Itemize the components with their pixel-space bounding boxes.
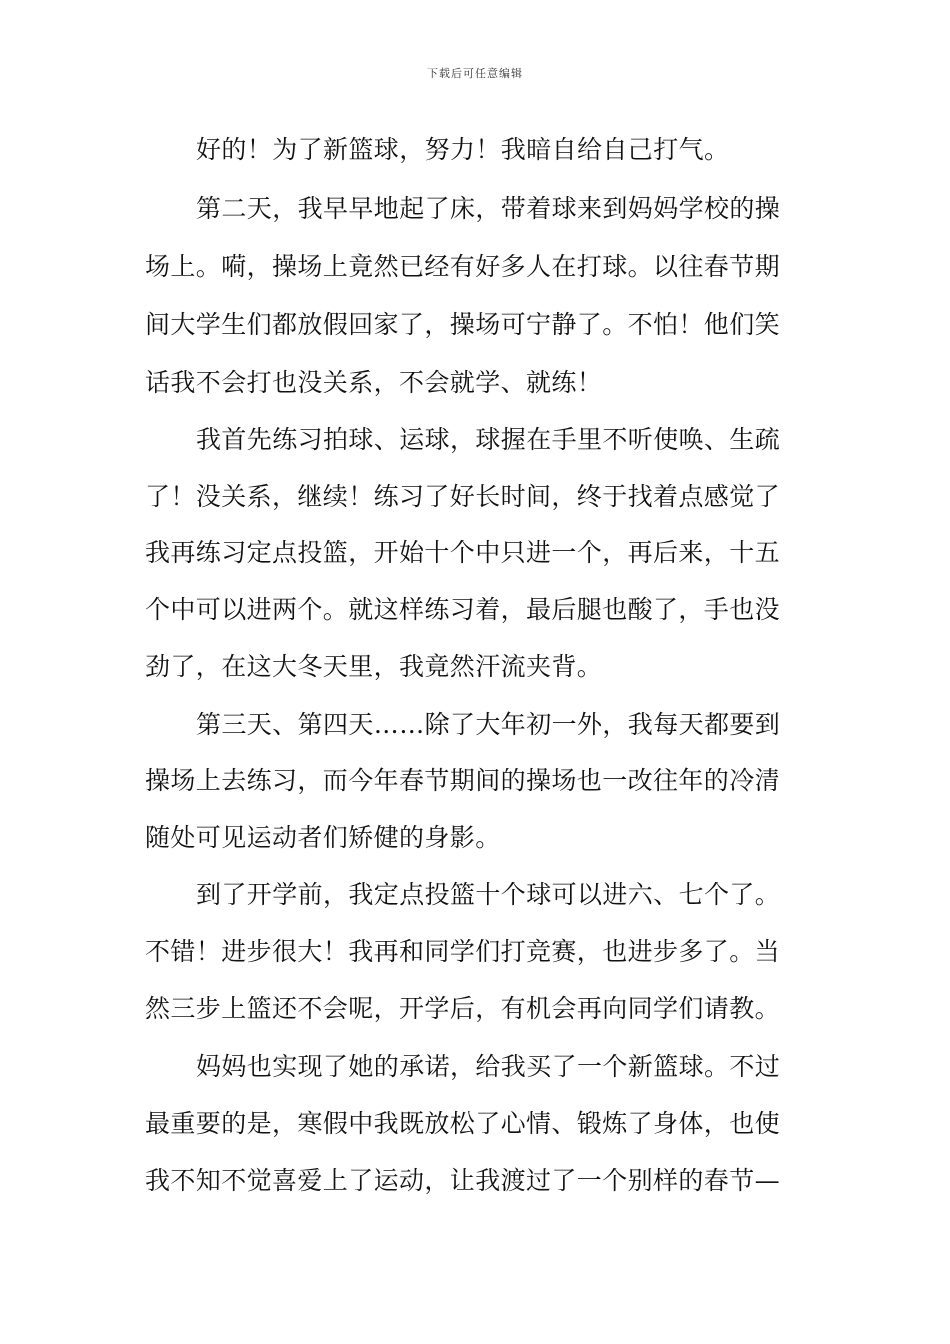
text-line: 第三天、第四天……除了大年初一外，我每天都要到: [196, 710, 781, 739]
text-line: 我再练习定点投篮，开始十个中只进一个，再后来，十五: [145, 538, 781, 567]
text-line: 妈妈也实现了她的承诺，给我买了一个新篮球。不过: [196, 1052, 781, 1081]
text-line: 到了开学前，我定点投篮十个球可以进六、七个了。: [196, 880, 781, 909]
text-line: 间大学生们都放假回家了，操场可宁静了。不怕！他们笑: [145, 310, 781, 339]
text-line: 了！没关系，继续！练习了好长时间，终于找着点感觉了: [145, 482, 781, 511]
page-header: 下载后可任意编辑: [427, 67, 523, 80]
text-line: 劲了，在这大冬天里，我竟然汗流夹背。: [145, 652, 603, 681]
text-line: 然三步上篮还不会呢，开学后，有机会再向同学们请教。: [145, 994, 781, 1023]
text-line: 第二天，我早早地起了床，带着球来到妈妈学校的操: [196, 194, 781, 223]
text-line: 我首先练习拍球、运球，球握在手里不听使唤、生疏: [196, 425, 781, 454]
text-line: 好的！为了新篮球，努力！我暗自给自己打气。: [196, 135, 730, 164]
text-line: 随处可见运动者们矫健的身影。: [145, 823, 501, 852]
text-line: 场上。嗬，操场上竟然已经有好多人在打球。以往春节期: [145, 252, 781, 281]
text-line: 不错！进步很大！我再和同学们打竞赛，也进步多了。当: [145, 937, 781, 966]
text-line: 最重要的是，寒假中我既放松了心情、锻炼了身体，也使: [145, 1109, 781, 1138]
text-line: 操场上去练习，而今年春节期间的操场也一改往年的冷清: [145, 766, 781, 795]
text-line: 话我不会打也没关系，不会就学、就练！: [145, 368, 603, 397]
text-line: 个中可以进两个。就这样练习着，最后腿也酸了，手也没: [145, 595, 781, 624]
text-line: 我不知不觉喜爱上了运动，让我渡过了一个别样的春节—: [145, 1166, 781, 1195]
